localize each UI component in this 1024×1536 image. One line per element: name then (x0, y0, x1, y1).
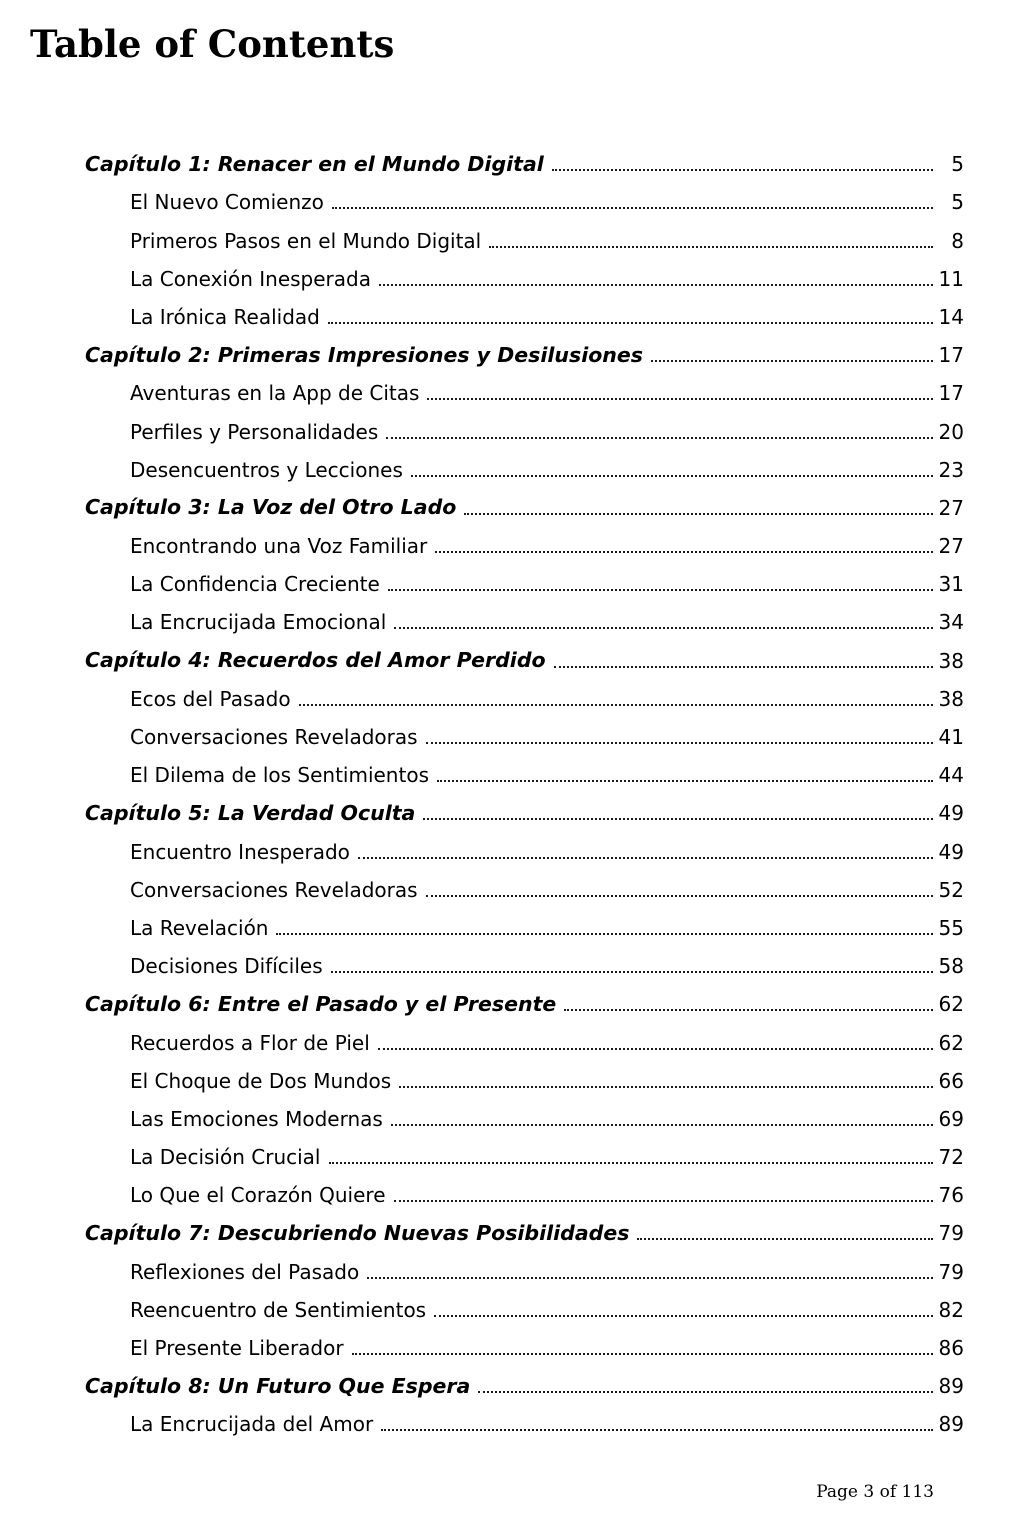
toc-entry[interactable] (85, 940, 964, 978)
toc-dot-leader (388, 589, 933, 591)
toc-dot-leader (299, 704, 933, 706)
toc-dot-leader (331, 971, 933, 973)
toc-page-number: 44 (938, 763, 964, 788)
toc-entry[interactable] (85, 1284, 964, 1322)
toc-entry-label: La Confidencia Creciente (130, 572, 380, 597)
toc-page-number: 89 (938, 1412, 964, 1437)
toc-entry-label: La Irónica Realidad (130, 304, 320, 329)
toc-entry[interactable] (85, 749, 964, 787)
toc-entry[interactable] (85, 1322, 964, 1360)
toc-dot-leader (394, 1200, 934, 1202)
toc-dot-leader (478, 1391, 933, 1393)
toc-dot-leader (651, 360, 933, 362)
toc-dot-leader (276, 933, 933, 935)
toc-entry-label: Capítulo 8: Un Futuro Que Espera (85, 1373, 471, 1398)
toc-dot-leader (434, 1315, 933, 1317)
toc-dot-leader (437, 780, 933, 782)
toc-dot-leader (367, 1277, 933, 1279)
toc-entry-label: Capítulo 3: La Voz del Otro Lado (85, 495, 457, 520)
toc-dot-leader (489, 246, 933, 248)
page-footer: Page 3 of 113 (816, 1482, 934, 1502)
toc-entry-label: El Choque de Dos Mundos (130, 1068, 392, 1093)
toc-dot-leader (399, 1086, 933, 1088)
toc-page-number: 41 (938, 725, 964, 749)
toc-entry-label: El Dilema de los Sentimientos (130, 763, 429, 788)
toc-dot-leader (426, 742, 933, 744)
toc-entry-label: Capítulo 1: Renacer en el Mundo Digital (85, 151, 544, 176)
toc-entry[interactable] (85, 864, 964, 902)
toc-entry[interactable] (85, 214, 964, 252)
toc-page-number: 14 (938, 304, 964, 329)
toc-entry[interactable] (85, 1093, 964, 1131)
toc-entry[interactable] (85, 520, 964, 558)
toc-dot-leader (426, 895, 933, 897)
toc-entry[interactable] (85, 1360, 964, 1398)
toc-dot-leader (391, 1124, 933, 1126)
toc-entry-label: Reflexiones del Pasado (130, 1259, 360, 1284)
toc-entry[interactable] (85, 1131, 964, 1169)
toc-entry-label: Encontrando una Voz Familiar (130, 534, 428, 559)
toc-entry-label: Capítulo 5: La Verdad Oculta (85, 800, 416, 825)
toc-entry[interactable] (85, 1055, 964, 1093)
toc-entry[interactable] (85, 711, 964, 749)
toc-dot-leader (564, 1009, 933, 1011)
toc-page-number: 27 (938, 495, 964, 520)
toc-page-number: 62 (938, 992, 964, 1017)
toc-dot-leader (552, 169, 933, 171)
toc-page-number: 58 (938, 954, 964, 979)
toc-page-number: 69 (938, 1106, 964, 1131)
toc-page-number: 62 (938, 1030, 964, 1055)
toc-page-number: 86 (938, 1336, 964, 1360)
toc-entry-label: El Presente Liberador (130, 1336, 344, 1360)
toc-entry-label: Lo Que el Corazón Quiere (130, 1183, 386, 1208)
toc-entry[interactable] (85, 673, 964, 711)
toc-entry[interactable] (85, 253, 964, 291)
toc-entry-label: Aventuras en la App de Citas (130, 381, 420, 406)
toc-entry-label: La Decisión Crucial (130, 1145, 321, 1170)
toc-entry[interactable] (85, 176, 964, 214)
toc-entry-label: La Conexión Inesperada (130, 266, 371, 291)
toc-entry-label: Ecos del Pasado (130, 686, 291, 711)
toc-entry-label: Decisiones Difíciles (130, 954, 323, 979)
toc-entry[interactable] (85, 978, 964, 1016)
toc-dot-leader (352, 1353, 933, 1355)
toc-entry[interactable] (85, 1016, 964, 1054)
toc-page-number: 89 (938, 1374, 964, 1399)
toc-page-number: 17 (938, 343, 964, 368)
toc-entry-label: La Encrucijada del Amor (130, 1412, 374, 1437)
toc-dot-leader (423, 818, 933, 820)
toc-entry-label: Conversaciones Reveladoras (130, 877, 418, 902)
toc-page-number: 82 (938, 1297, 964, 1322)
toc-entry-label: Reencuentro de Sentimientos (130, 1297, 427, 1322)
toc-entry[interactable] (85, 787, 964, 825)
toc-entry[interactable] (85, 444, 964, 482)
toc-entry-label: Capítulo 4: Recuerdos del Amor Perdido (85, 648, 546, 673)
toc-entry[interactable] (85, 1169, 964, 1207)
toc-page-number: 34 (938, 610, 964, 635)
toc-page-number: 11 (938, 266, 964, 291)
toc-page-number: 49 (938, 801, 964, 826)
toc-entry-label: El Nuevo Comienzo (130, 190, 324, 215)
toc-entry[interactable] (85, 367, 964, 405)
toc-entry[interactable] (85, 1245, 964, 1283)
toc-dot-leader (328, 322, 933, 324)
toc-page-number: 79 (938, 1221, 964, 1246)
toc-entry-label: Capítulo 6: Entre el Pasado y el Presente (85, 991, 557, 1016)
toc-entry-label: Capítulo 7: Descubriendo Nuevas Posibilidades (85, 1220, 630, 1245)
page-title: Table of Contents (30, 22, 395, 66)
toc-page-number: 38 (938, 648, 964, 673)
toc-dot-leader (411, 475, 933, 477)
toc-dot-leader (435, 551, 933, 553)
toc-dot-leader (332, 207, 933, 209)
toc-page-number: 5 (951, 190, 964, 215)
toc-page-number: 76 (938, 1183, 964, 1208)
toc-entry[interactable] (85, 291, 964, 329)
toc-page-number: 49 (938, 839, 964, 864)
toc-page-number: 23 (938, 457, 964, 482)
toc-dot-leader (358, 857, 933, 859)
toc-entry[interactable] (85, 138, 964, 176)
toc-entry[interactable] (85, 482, 964, 520)
toc-entry-label: Encuentro Inesperado (130, 839, 350, 864)
toc-list (85, 138, 964, 1436)
toc-dot-leader (329, 1162, 934, 1164)
toc-entry[interactable] (85, 1207, 964, 1245)
toc-entry-label: Perfiles y Personalidades (130, 419, 379, 444)
toc-page-number: 52 (938, 877, 964, 902)
toc-entry-label: La Revelación (130, 915, 269, 940)
toc-entry-label: Desencuentros y Lecciones (130, 457, 403, 482)
toc-entry-label: Capítulo 2: Primeras Impresiones y Desilusiones (85, 342, 644, 367)
toc-page-number: 8 (951, 228, 964, 253)
toc-page-number: 27 (938, 534, 964, 559)
toc-page-number: 72 (938, 1145, 964, 1170)
toc-dot-leader (637, 1238, 933, 1240)
toc-entry[interactable] (85, 329, 964, 367)
toc-page-number: 66 (938, 1068, 964, 1093)
toc-dot-leader (394, 627, 933, 629)
toc-dot-leader (379, 284, 933, 286)
toc-entry[interactable] (85, 405, 964, 443)
toc-page-number: 31 (938, 572, 964, 597)
toc-entry[interactable] (85, 1398, 964, 1436)
toc-entry[interactable] (85, 558, 964, 596)
toc-page-number: 5 (951, 152, 964, 177)
toc-page-number: 79 (938, 1259, 964, 1284)
toc-dot-leader (381, 1429, 933, 1431)
toc-entry-label: Las Emociones Modernas (130, 1106, 383, 1131)
toc-dot-leader (554, 666, 933, 668)
toc-entry[interactable] (85, 596, 964, 634)
toc-entry[interactable] (85, 634, 964, 672)
toc-entry[interactable] (85, 902, 964, 940)
toc-entry-label: Recuerdos a Flor de Piel (130, 1030, 370, 1055)
toc-page-number: 55 (938, 915, 964, 940)
toc-entry-label: La Encrucijada Emocional (130, 610, 387, 635)
toc-entry-label: Primeros Pasos en el Mundo Digital (130, 228, 482, 253)
toc-dot-leader (386, 437, 933, 439)
toc-dot-leader (464, 513, 933, 515)
toc-entry-label: Conversaciones Reveladoras (130, 725, 418, 749)
toc-page-number: 17 (938, 381, 964, 406)
toc-page-number: 20 (938, 419, 964, 444)
toc-dot-leader (378, 1048, 933, 1050)
toc-page-number: 38 (938, 686, 964, 711)
toc-dot-leader (427, 398, 933, 400)
toc-entry[interactable] (85, 825, 964, 863)
